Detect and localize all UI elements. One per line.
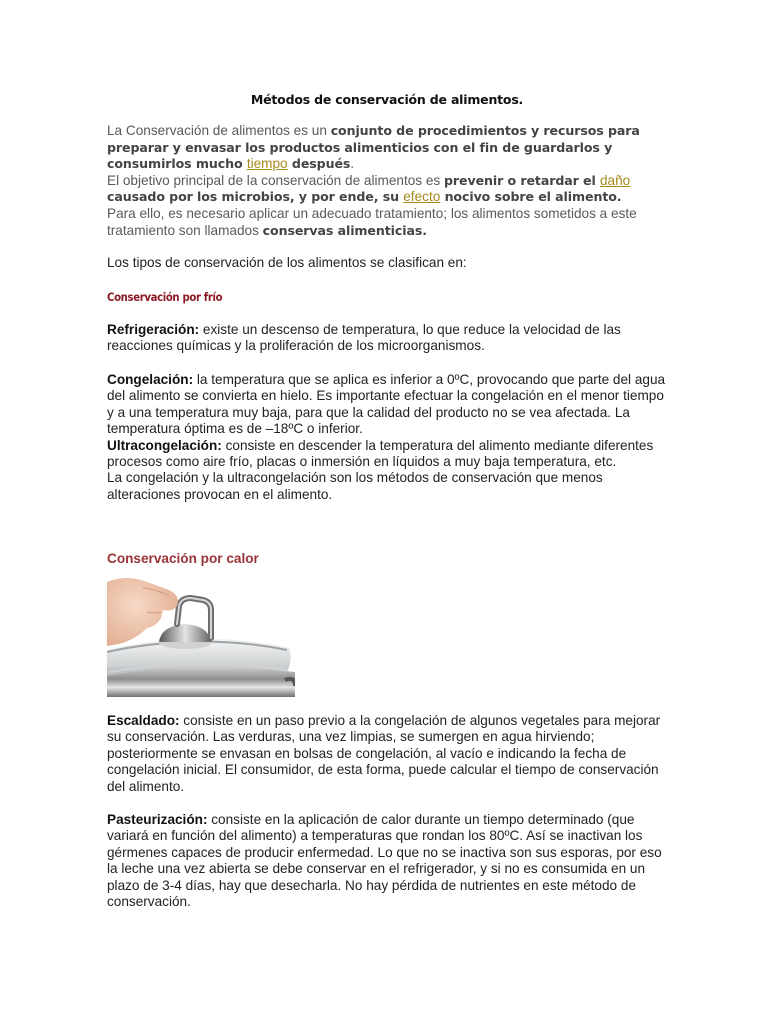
intro-bold-text: conservas alimenticias. xyxy=(262,222,427,238)
paragraph-congelacion xyxy=(107,372,665,436)
intro-bold-text: después xyxy=(287,156,351,172)
term-pasteurizacion: Pasteurización: xyxy=(107,812,208,827)
paragraph-escaldado xyxy=(107,713,667,795)
link-dano[interactable]: daño xyxy=(599,172,631,188)
types-intro: Los tipos de conservación de los alimentos se clasifican en: xyxy=(107,255,467,270)
term-escaldado: Escaldado: xyxy=(107,713,180,728)
pot-lid-image xyxy=(107,568,295,697)
intro-text: . xyxy=(350,156,355,172)
intro-bold-text: causado por los microbios, y por ende, su xyxy=(107,189,404,205)
definition-text: consiste en descender la temperatura del alimento mediante diferentes procesos como aire frío, placas o inmersión en líquidos a muy baja temperatura, etc. xyxy=(107,437,654,470)
definition-text: consiste en la aplicación de calor durante un tiempo determinado (que variará en función del alimento) a temperaturas que rondan los 80ºC. Así se inactivan los gérmenes capaces de producir enfermedad. Lo que no se inactiva son sus esporas, por eso la leche una vez abierta se debe conservar en el refrigerador, y si no es consumida en un plazo de 3-4 días, hay que desecharla. No hay pérdida de nutrientes en este método de conservación. xyxy=(107,812,662,910)
heading-cold-conservation: Conservación por frío xyxy=(107,290,223,304)
paragraph-ultracongelacion xyxy=(107,438,653,469)
intro-bold-text: conjunto de procedimientos y recursos para preparar y envasar los productos alimenticios con el fin de guardarlos y consumirlos mucho xyxy=(107,123,640,172)
heading-heat-conservation: Conservación por calor xyxy=(107,551,259,566)
intro-paragraph-1 xyxy=(107,123,640,171)
intro-section xyxy=(107,123,647,239)
intro-text: La Conservación de alimentos es un xyxy=(107,123,331,138)
paragraph-pasteurizacion xyxy=(107,812,667,910)
definition-text: existe un descenso de temperatura, lo que reduce la velocidad de las reacciones químicas y la proliferación de los microorganismos. xyxy=(107,322,621,354)
intro-text: El objetivo principal de la conservación de alimentos es xyxy=(107,172,445,188)
cold-methods-block xyxy=(107,372,667,503)
document-title: Métodos de conservación de alimentos. xyxy=(250,92,524,107)
definition-text: consiste en un paso previo a la congelación de algunos vegetales para mejorar su conservación. Las verduras, una vez limpias, se sumergen en agua hirviendo; posteriormente se envasan en bolsas de congelación, al vacío e indicando la fecha de congelación inicial. El consumidor, de esta forma, puede calcular el tiempo de conservación del alimento. xyxy=(107,713,661,794)
cold-summary: La congelación y la ultracongelación son los métodos de conservación que menos alteraciones provocan en el alimento. xyxy=(107,470,603,502)
paragraph-refrigeracion xyxy=(107,322,667,355)
intro-paragraph-2 xyxy=(107,173,637,238)
term-refrigeracion: Refrigeración: xyxy=(107,322,200,337)
intro-bold-text: prevenir o retardar el xyxy=(444,172,600,188)
intro-bold-text: nocivo sobre el alimento. xyxy=(440,189,622,205)
intro-text: Para ello, es necesario aplicar un adecuado tratamiento; los alimentos sometidos a este tratamiento son llamados xyxy=(107,205,637,238)
link-tiempo[interactable]: tiempo xyxy=(246,156,288,172)
term-ultracongelacion: Ultracongelación: xyxy=(107,437,222,453)
pot-illustration-icon xyxy=(107,568,295,697)
link-efecto[interactable]: efecto xyxy=(403,189,441,205)
term-congelacion: Congelación: xyxy=(107,372,194,387)
definition-text: la temperatura que se aplica es inferior a 0ºC, provocando que parte del agua del alimento se convierta en hielo. Es importante efectuar la congelación en el menor tiempo y a una temperatura muy baja, para que la calidad del producto no se vea afectada. La temperatura óptima es de –18ºC o inferior. xyxy=(107,372,666,437)
